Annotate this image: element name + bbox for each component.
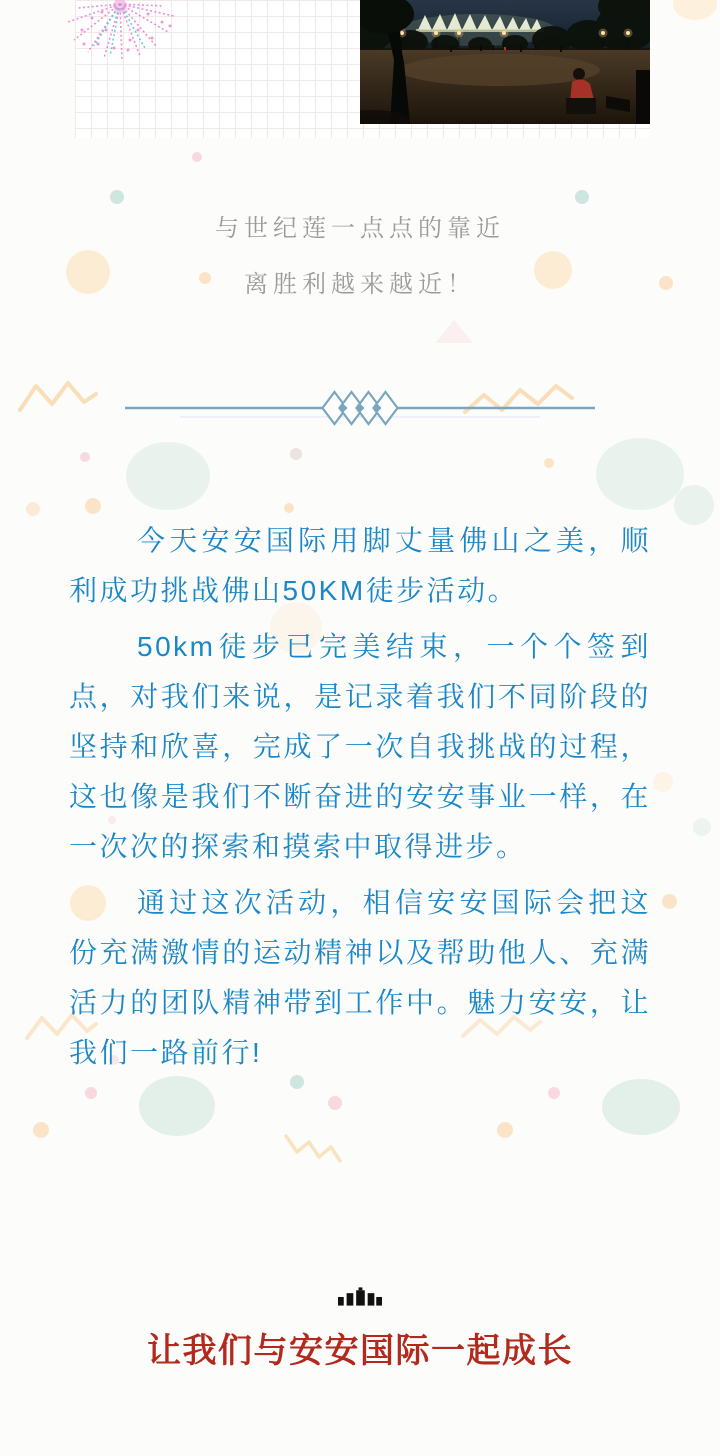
decor-peach-circle: [66, 250, 110, 294]
decor-pink-triangle: [435, 320, 473, 343]
decor-peach-dot: [544, 458, 554, 468]
decor-peach-dot: [497, 1122, 513, 1138]
decor-mint-ellipse: [602, 1079, 680, 1135]
city-building-bars-icon: [338, 1287, 382, 1306]
decor-pink-dot: [328, 1096, 342, 1110]
article-paragraph-3: 通过这次活动，相信安安国际会把这份充满激情的运动精神以及帮助他人、充满活力的团队精神带到工作中。魅力安安，让我们一路前行!: [69, 887, 651, 1068]
decor-mint-ellipse: [126, 442, 210, 510]
decor-peach-dot: [659, 276, 673, 290]
article-paragraph-1: 今天安安国际用脚丈量佛山之美，顺利成功挑战佛山50KM徒步活动。: [69, 525, 651, 606]
caption-line-2: 离胜利越来越近！: [244, 271, 476, 298]
decor-mint-dot: [693, 818, 711, 836]
decor-peach-dot: [284, 503, 294, 513]
decor-peach-blob-top-right: [673, 0, 717, 20]
decor-peach-dot: [85, 498, 101, 514]
stadium-night-photo[interactable]: [360, 0, 650, 124]
decor-pink-dot: [85, 1087, 97, 1099]
decor-peach-dot: [662, 894, 677, 909]
decor-pink-dot: [192, 152, 202, 162]
article-body: [69, 516, 651, 1084]
decor-mint-ellipse: [596, 438, 684, 510]
decor-peach-dot: [653, 772, 673, 792]
decor-mint-circle: [674, 485, 714, 525]
fireworks-icon: [58, 0, 193, 64]
decor-teal-dot: [575, 190, 589, 204]
decor-peach-dot: [26, 502, 40, 516]
footer-slogan: 让我们与安安国际一起成长: [147, 1332, 573, 1370]
decor-peach-circle: [534, 251, 572, 289]
decor-pink-dot: [548, 1087, 560, 1099]
decor-teal-dot: [110, 190, 124, 204]
caption-line-1: 与世纪莲一点点的靠近: [215, 215, 505, 242]
decor-mint-ellipse: [139, 1076, 215, 1136]
diamond-divider: [0, 368, 720, 448]
decor-gray-dot: [290, 448, 302, 460]
zigzag-decor-footer: [282, 1130, 352, 1170]
decor-peach-dot: [33, 1122, 49, 1138]
decor-peach-dot: [199, 272, 211, 284]
article-paragraph-2: 50km徒步已完美结束，一个个签到点，对我们来说，是记录着我们不同阶段的坚持和欣喜，完成了一次自我挑战的过程，这也像是我们不断奋进的安安事业一样，在一次次的探索和摸索中取得进步。: [69, 631, 651, 862]
decor-pink-dot: [80, 452, 90, 462]
